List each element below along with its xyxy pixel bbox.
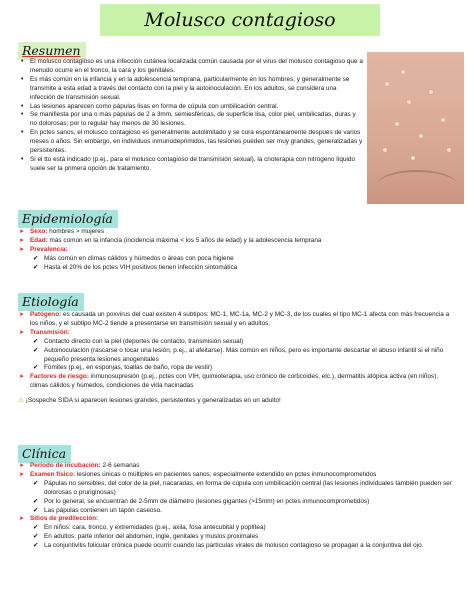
list-item: ✔ Las pápulas contienen un tapón caseoso. bbox=[32, 507, 458, 516]
list-item: • Si el tto está indicado (p.ej., para el molusco contagioso de transmisión sexual), la crioterapia con nitrógeno líquido suele ser la primera opción de tratamiento. bbox=[18, 156, 363, 174]
list-item: ✔ Por lo general, se encuentran de 2-5mm de diámetro (lesiones gigantes (>15mm) en pctes inmunocomprometidos) bbox=[32, 498, 458, 507]
list-item: • El molusco contagioso es una infección cutánea localizada común causada por el virus del molusco contagioso que a menudo ocurre en el tronco, la cara y los genitales. bbox=[18, 58, 363, 76]
list-item: • Es más común en la infancia y en la adolescencia temprana, particularmente en los hombres, y generalmente se transmite a esta edad a través del contacto con la piel y la autoinoculación. En los adultos, se considera una infección de transmisión sexual. bbox=[18, 76, 363, 103]
list-item: ✔ Fómites (p.ej., en esponjas, toallas de baño, ropa de vestir) bbox=[32, 364, 458, 373]
clinical-photo bbox=[367, 52, 464, 204]
epidemiologia-list bbox=[18, 228, 458, 273]
list-item: ➤ Sexo: hombres > mujeres bbox=[18, 228, 458, 237]
list-item: ➤ Examen físico: lesiones únicas o múltiples en pacientes sanos; especialmente extendido en pctes inmunocomprometidos bbox=[18, 471, 458, 480]
list-item: ➤ Edad: más común en la infancia (incidencia máxima < los 5 años de edad) y la adolescencia temprana bbox=[18, 237, 458, 246]
list-item: ✔ Autoinoculación (rascarse o tocar una lesión, p.ej., al afeitarse). Más común en niños, pero es importante descartar el abuso infantil si el niño pequeño presenta lesiones anogenitales bbox=[32, 347, 458, 365]
heading-clinica: Clínica bbox=[18, 445, 71, 463]
list-item: ✔ La conjuntivitis folicular crónica puede ocurrir cuando las partículas virales de molusco contagioso se propagan a la conjuntiva del ojo. bbox=[32, 542, 458, 551]
list-item: ✔ En adultos: parte inferior del abdomen, ingle, genitales y muslos proximales bbox=[32, 533, 458, 542]
list-item: • Las lesiones aparecen como pápulas lisas en forma de cúpula con umbilicación central. bbox=[18, 103, 363, 112]
list-item: ➤ Factores de riesgo: inmunosupresión (p.ej., pctes con VIH, quimioterapia, uso crónico de corticoides, etc.), dermatitis atópica activa (en niños), climas cálidos y húmedos, condiciones de vida hacinadas bbox=[18, 373, 458, 391]
list-item: ➤ Sitios de predilección: bbox=[18, 515, 458, 524]
list-item: • Se manifiesta por una o más pápulas de 2 a 3mm, semiesféricas, de superficie lisa, color piel, umbilicadas, duras y no dolorosas; por lo regular hay menos de 30 lesiones. bbox=[18, 111, 363, 129]
heading-resumen: Resumen bbox=[18, 42, 86, 60]
warning-icon: ⚠ bbox=[18, 397, 24, 405]
list-item: ➤ Transmisión: bbox=[18, 329, 458, 338]
list-item: ➤ Prevalencia: bbox=[18, 246, 458, 255]
etiologia-list bbox=[18, 311, 458, 406]
list-item: ➤ Patógeno: es causada un poxvirus del cual existen 4 subtipos: MC-1, MC-1a, MC-2 y MC-3, de los cuales el tipo MC-1 afecta con más frecuencia a los niños, y el subtipo MC-2 tiende a presentarse en transmisión sexual y en adultos. bbox=[18, 311, 458, 329]
list-item: ✔ Más común en climas cálidos y húmedos o áreas con poca higiene bbox=[32, 255, 458, 264]
list-item: ✔ Contacto directo con la piel (deportes de contacto, transmisión sexual) bbox=[32, 338, 458, 347]
title-banner bbox=[100, 4, 380, 36]
alert-note: ⚠ ¡Sospeche SIDA si aparecen lesiones grandes, persistentes y generalizadas en un adulto! bbox=[18, 397, 281, 405]
page-title: Molusco contagioso bbox=[144, 9, 336, 31]
list-item: ✔ En niños: cara, tronco, y extremidades (p.ej., axila, fosa antecubital y poplítea) bbox=[32, 524, 458, 533]
list-item: ✔ Pápulas no sensibles, del color de la piel, nacaradas, en forma de cúpula con umbilicación central (las lesiones individuales también pueden ser dolorosas o pruriginosas) bbox=[32, 480, 458, 498]
heading-etiologia: Etiología bbox=[18, 293, 84, 311]
list-item: ➤ Período de incubación: 2-6 semanas bbox=[18, 462, 458, 471]
clinica-list bbox=[18, 462, 458, 551]
list-item: • En pctes sanos, el molusco contagioso es generalmente autolimitado y se cura espontáneamente después de varios meses o años. Sin embargo, en individuos inmunodeprimidos, las lesiones pueden ser muy grandes, generalizadas y persistentes. bbox=[18, 129, 363, 156]
resumen-list bbox=[18, 58, 363, 174]
list-item: ✔ Hasta el 20% de los pctes VIH positivos tienen infección sintomática bbox=[32, 264, 458, 273]
heading-epidemiologia: Epidemiología bbox=[18, 210, 118, 228]
